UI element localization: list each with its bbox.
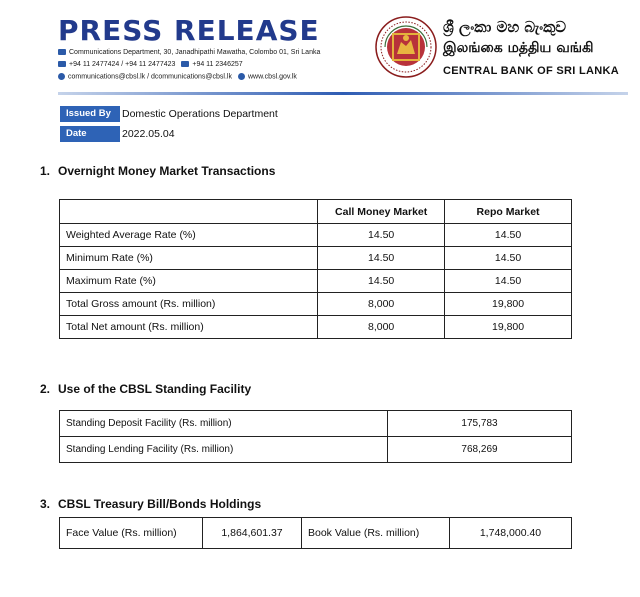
section-2-heading [40, 382, 251, 396]
phone-icon [58, 61, 66, 67]
issued-by-value: Domestic Operations Department [122, 108, 278, 120]
face-value: 1,864,601.37 [203, 518, 302, 549]
row-label: Total Gross amount (Rs. million) [60, 293, 318, 316]
date-label: Date [60, 126, 120, 142]
repo-market-header: Repo Market [445, 200, 572, 224]
call-money-value: 14.50 [318, 247, 445, 270]
standing-facility-table [59, 410, 572, 463]
repo-value: 14.50 [445, 247, 572, 270]
cbsl-seal-icon [375, 16, 437, 78]
address-line [58, 49, 320, 56]
call-money-value: 14.50 [318, 224, 445, 247]
book-value-label: Book Value (Rs. million) [302, 518, 450, 549]
empty-header-cell [60, 200, 318, 224]
email-text[interactable]: communications@cbsl.lk / dcommunications@cbsl.lk [68, 73, 232, 81]
bank-name-tamil: இலங்கை மத்திய வங்கி [443, 40, 594, 56]
section-title: Overnight Money Market Transactions [58, 164, 276, 178]
section-number: 1. [40, 164, 51, 178]
email-line [58, 73, 297, 80]
issued-by-label: Issued By [60, 106, 120, 122]
globe-icon [238, 73, 245, 80]
face-value-label: Face Value (Rs. million) [60, 518, 203, 549]
section-title: Use of the CBSL Standing Facility [58, 382, 252, 396]
repo-value: 14.50 [445, 224, 572, 247]
table-row [60, 316, 572, 339]
call-money-value: 8,000 [318, 293, 445, 316]
page-title: PRESS RELEASE [58, 14, 320, 47]
fax-icon [181, 61, 189, 67]
row-value: 768,269 [388, 437, 572, 463]
book-value: 1,748,000.40 [450, 518, 572, 549]
bank-name-english: CENTRAL BANK OF SRI LANKA [443, 65, 619, 77]
table-row [60, 437, 572, 463]
bank-name-sinhala: ශ්‍රී ලංකා මහ බැංකුව [443, 18, 567, 36]
money-market-table [59, 199, 572, 339]
table-row [60, 293, 572, 316]
row-value: 175,783 [388, 411, 572, 437]
row-label: Weighted Average Rate (%) [60, 224, 318, 247]
letterhead [0, 0, 640, 96]
table-row [60, 518, 572, 549]
repo-value: 19,800 [445, 316, 572, 339]
at-icon [58, 73, 65, 80]
row-label: Maximum Rate (%) [60, 270, 318, 293]
header-divider [58, 92, 628, 95]
section-3-heading [40, 497, 261, 511]
fax-text: +94 11 2346257 [192, 61, 243, 68]
row-label: Total Net amount (Rs. million) [60, 316, 318, 339]
section-number: 2. [40, 382, 51, 396]
holdings-table [59, 517, 572, 549]
mail-icon [58, 49, 66, 55]
date-value: 2022.05.04 [122, 128, 175, 140]
table-header-row [60, 200, 572, 224]
section-number: 3. [40, 497, 51, 511]
row-label: Minimum Rate (%) [60, 247, 318, 270]
phone-text: +94 11 2477424 / +94 11 2477423 [69, 61, 176, 68]
table-row [60, 411, 572, 437]
call-money-header: Call Money Market [318, 200, 445, 224]
table-row [60, 224, 572, 247]
repo-value: 14.50 [445, 270, 572, 293]
section-title: CBSL Treasury Bill/Bonds Holdings [58, 497, 262, 511]
table-row [60, 247, 572, 270]
call-money-value: 14.50 [318, 270, 445, 293]
call-money-value: 8,000 [318, 316, 445, 339]
repo-value: 19,800 [445, 293, 572, 316]
address-text: Communications Department, 30, Janadhipathi Mawatha, Colombo 01, Sri Lanka [69, 49, 321, 56]
row-label: Standing Deposit Facility (Rs. million) [60, 411, 388, 437]
phone-line [58, 61, 243, 68]
section-1-heading [40, 164, 275, 178]
website-link[interactable]: www.cbsl.gov.lk [247, 73, 297, 81]
row-label: Standing Lending Facility (Rs. million) [60, 437, 388, 463]
table-row [60, 270, 572, 293]
